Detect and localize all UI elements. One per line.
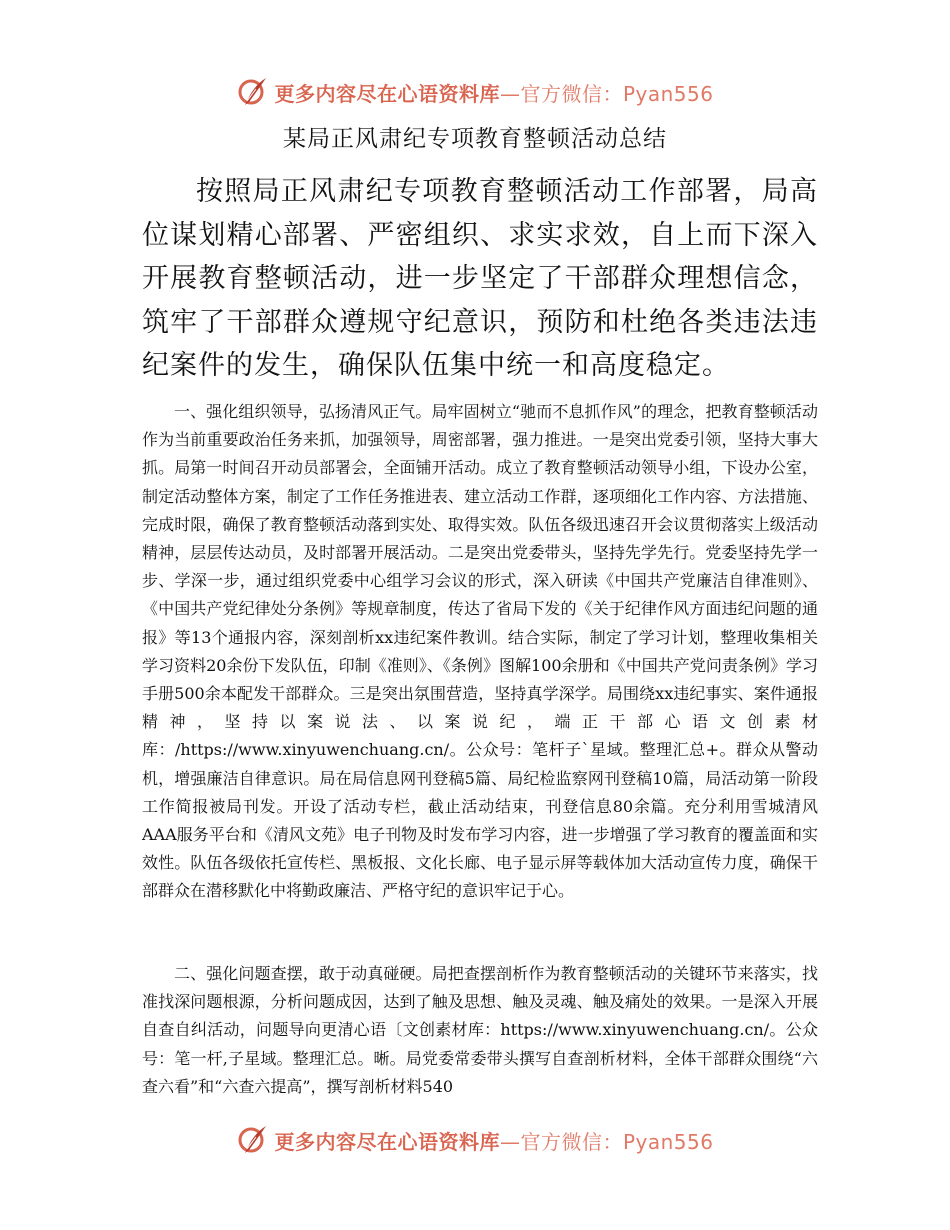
banner-wechat-text: —官方微信：Pyan556 xyxy=(499,1129,714,1154)
banner-main-text: 更多内容尽在心语资料库 xyxy=(274,1129,500,1154)
footer-watermark-banner xyxy=(0,1120,950,1160)
pen-feather-logo-icon xyxy=(236,1123,270,1157)
lead-paragraph: 按照局正风肃纪专项教育整顿活动工作部署，局高位谋划精心部署、严密组织、求实求效，自上而下深入开展教育整顿活动，进一步坚定了干部群众理想信念，筑牢了干部群众遵规守纪意识，预防和杜绝各类违法违纪案件的发生，确保队伍集中统一和高度稳定。 xyxy=(142,176,818,381)
body-paragraph-2: 二、强化问题查摆，敢于动真碰硬。局把查摆剖析作为教育整顿活动的关键环节来落实，找准找深问题根源，分析问题成因，达到了触及思想、触及灵魂、触及痛处的效果。一是深入开展自查自纠活动，问题导向更清心语〔文创素材库：https://www.xinyuwenchuang.cn/。公众号：笔一杆,子星域。整理汇总。晰。局党委常委带头撰写自查剖析材料，全体干部群众围绕“六查六看”和“六查六提高”，撰写剖析材料540 xyxy=(142,964,818,1096)
banner-wechat-text: —官方微信：Pyan556 xyxy=(499,81,714,106)
banner-main-text: 更多内容尽在心语资料库 xyxy=(274,81,500,106)
header-watermark-banner xyxy=(0,72,950,112)
document-title: 某局正风肃纪专项教育整顿活动总结 xyxy=(283,126,667,152)
banner-text xyxy=(274,78,713,107)
pen-feather-logo-icon xyxy=(236,75,270,109)
body-paragraph-1: 一、强化组织领导，弘扬清风正气。局牢固树立“驰而不息抓作风”的理念，把教育整顿活动作为当前重要政治任务来抓，加强领导，周密部署，强力推进。一是突出党委引领，坚持大事大抓。局第一时间召开动员部署会，全面铺开活动。成立了教育整顿活动领导小组，下设办公室，制定活动整体方案，制定了工作任务推进表、建立活动工作群，逐项细化工作内容、方法措施、完成时限，确保了教育整顿活动落到实处、取得实效。队伍各级迅速召开会议贯彻落实上级活动精神，层层传达动员，及时部署开展活动。二是突出党委带头，坚持先学先行。党委坚持先学一步、学深一步，通过组织党委中心组学习会议的形式，深入研读《中国共产党廉洁自律准则》、《中国共产党纪律处分条例》等规章制度，传达了省局下发的《关于纪律作风方面违纪问题的通报》等13个通报内容，深刻剖析xx违纪案件教训。结合实际，制定了学习计划，整理收集相关学习资料20余份下发队伍，印制《准则》、《条例》图解100余册和《中国共产党问责条例》学习手册500余本配发干部群众。三是突出氛围营造，坚持真学深学。局围绕xx违纪事实、案件通报精神，坚持以案说法、以案说纪，端正干部心语文创素材库：/https://www.xinyuwenchuang.cn/。公众号：笔杆子`星域。整理汇总+。群众从警动机，增强廉洁自律意识。局在局信息网刊登稿5篇、局纪检监察网刊登稿10篇，局活动第一阶段工作简报被局刊发。开设了活动专栏，截止活动结束，刊登信息80余篇。充分利用雪城清风AAA服务平台和《清风文苑》电子刊物及时发布学习内容，进一步增强了学习教育的覆盖面和实效性。队伍各级依托宣传栏、黑板报、文化长廊、电子显示屏等载体加大活动宣传力度，确保干部群众在潜移默化中将勤政廉洁、严格守纪的意识牢记于心。 xyxy=(142,402,818,901)
banner-text xyxy=(274,1126,713,1155)
